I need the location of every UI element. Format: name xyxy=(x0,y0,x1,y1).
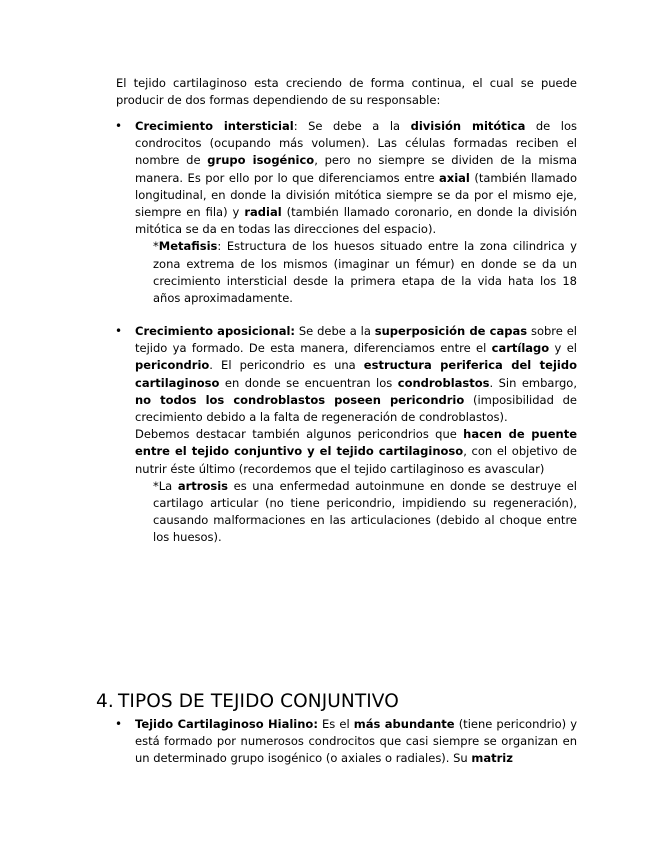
bold-term: no todos los condroblastos poseen pericondrio xyxy=(135,392,465,407)
artrosis-note xyxy=(153,478,577,547)
text-span: . El pericondrio es una xyxy=(209,358,364,373)
bullet-crecimiento-intersticial xyxy=(115,118,578,307)
bullet-paragraph xyxy=(135,118,577,238)
bullet-paragraph xyxy=(135,716,577,768)
text-span: , con el objetivo de nutrir éste último (recordemos que el tejido cartilaginoso es avascular) xyxy=(135,444,577,476)
bold-term: cartílago xyxy=(491,341,550,356)
bold-term: más abundante xyxy=(353,717,455,731)
text-span: , pero no siempre se dividen de la misma manera. Es por ello por lo que diferenciamos entre xyxy=(135,153,577,185)
text-span: Debemos destacar también algunos pericondrios que xyxy=(135,427,464,442)
text-span: . Sin embargo, xyxy=(489,375,577,390)
bold-term: matriz xyxy=(471,751,513,766)
bold-term: división mitótica xyxy=(410,119,526,133)
text-span: (también llamado longitudinal, en donde la división mitótica siempre se da por el mismo eje, siempre en fila) y xyxy=(135,170,578,220)
metafisis-note xyxy=(153,238,577,307)
section-heading xyxy=(96,690,399,714)
bold-term: radial xyxy=(244,205,282,220)
text-span: es una enfermedad autoinmune en donde se destruye el cartilago articular (no tiene pericondrio, impidiendo su regeneración), causando malformaciones en las articulaciones (debido al choque entre los huesos). xyxy=(153,478,577,545)
bullet-paragraph xyxy=(135,323,577,426)
text-span: *La xyxy=(153,478,178,493)
bold-term: Crecimiento aposicional: xyxy=(135,324,296,338)
bold-term: Tejido Cartilaginoso Hialino: xyxy=(135,717,318,731)
text-span: : Se debe a la xyxy=(293,119,411,133)
bold-term: axial xyxy=(439,170,470,185)
bold-term: hacen de puente entre el tejido conjuntivo y el tejido cartilaginoso xyxy=(135,427,577,459)
section-number: 4. xyxy=(96,691,114,712)
text-span: : Estructura de los huesos situado entre la zona cilindrica y zona extrema de los mismos (imaginar un fémur) en donde se da un crecimiento intersticial desde la primera etapa de la vida hata los 18 años aproximadamente. xyxy=(153,239,577,306)
text-span: de los condrocitos (ocupando más volumen). Las células formadas reciben el nombre de xyxy=(135,119,577,168)
intro-paragraph: El tejido cartilaginoso esta creciendo de forma continua, el cual se puede producir de dos formas dependiendo de su responsable: xyxy=(116,76,577,108)
bullet-cartilaginoso-hialino xyxy=(115,716,578,768)
bold-term: Metafisis xyxy=(158,239,218,254)
text-span: y el xyxy=(549,341,577,356)
bullet-marker: • xyxy=(115,324,123,338)
text-span: (imposibilidad de crecimiento debido a la falta de regeneración de condroblastos). xyxy=(135,392,577,425)
text-span: Se debe a la xyxy=(295,324,375,338)
bold-term: artrosis xyxy=(177,478,228,493)
section-title: TIPOS DE TEJIDO CONJUNTIVO xyxy=(118,691,399,712)
text-span: (tiene pericondrio) y está formado por numerosos condrocitos que casi siempre se organizan en un determinado grupo isogénico (o axiales o radiales). Su xyxy=(135,717,578,766)
text-span: en donde se encuentran los xyxy=(219,375,398,390)
text-span: sobre el tejido ya formado. De esta manera, diferenciamos entre el xyxy=(135,324,577,356)
bullet-marker: • xyxy=(115,717,123,731)
bold-term: superposición de capas xyxy=(374,324,528,338)
bold-term: estructura periferica del tejido cartilaginoso xyxy=(135,358,577,390)
text-span: * xyxy=(153,239,159,254)
pericondrio-paragraph xyxy=(135,426,577,478)
bullet-marker: • xyxy=(115,119,123,133)
bold-term: grupo isogénico xyxy=(207,153,315,168)
text-span: Es el xyxy=(317,717,354,731)
text-span: (también llamado coronario, en donde la división mitótica se da en todas las direcciones del espacio). xyxy=(135,205,577,237)
bullet-crecimiento-aposicional xyxy=(115,323,577,547)
bold-term: condroblastos xyxy=(397,375,490,390)
bold-term: Crecimiento intersticial xyxy=(135,119,294,133)
bold-term: pericondrio xyxy=(135,358,210,373)
